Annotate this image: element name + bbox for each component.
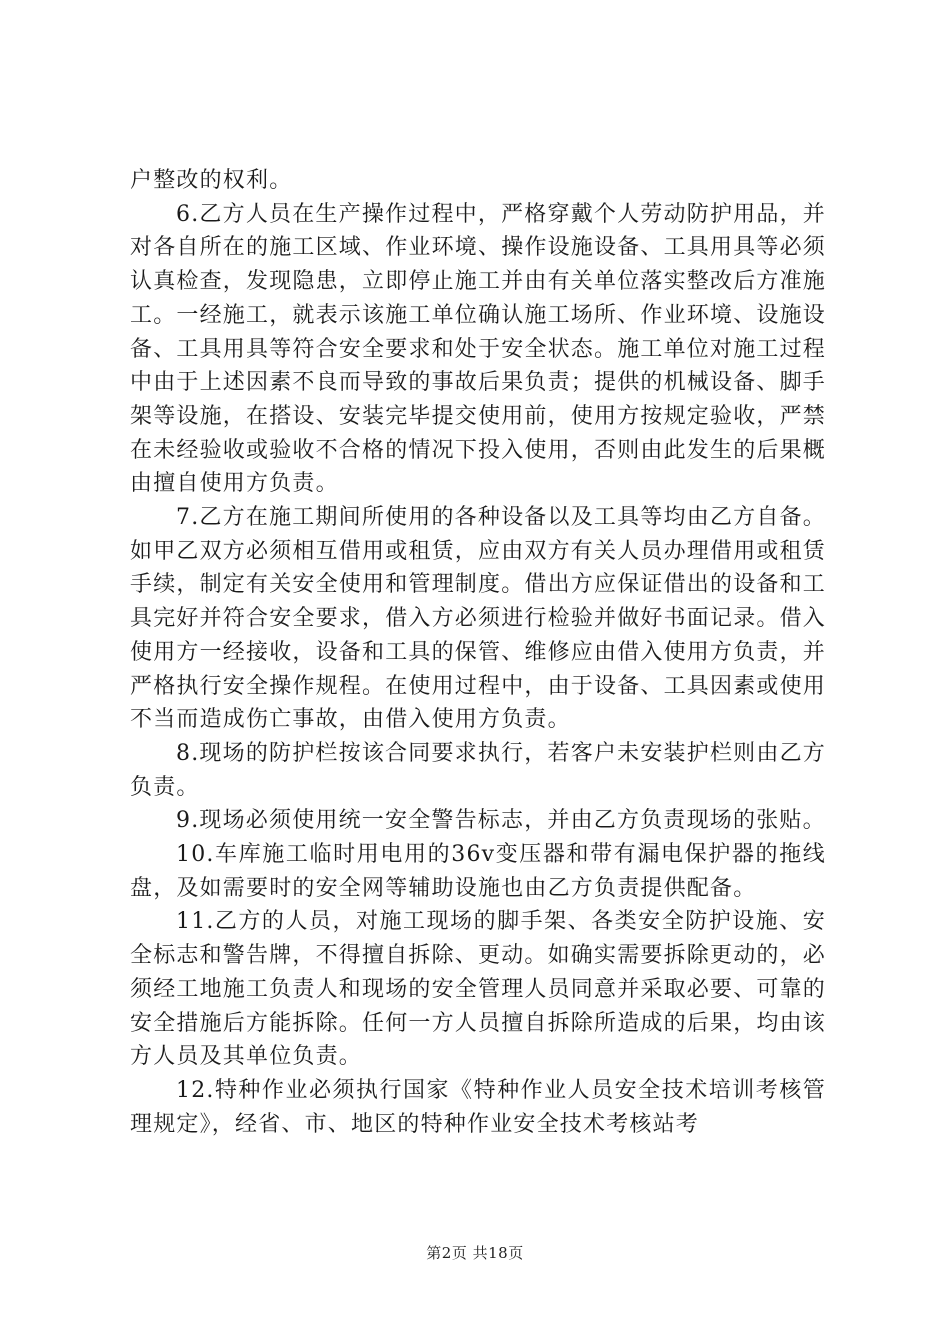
page-number-footer: 第2页 共18页 bbox=[426, 1244, 524, 1262]
paragraph-item-12: 12.特种作业必须执行国家《特种作业人员安全技术培训考核管理规定》，经省、市、地区的特种作业安全技术考核站考 bbox=[130, 1077, 826, 1137]
paragraph-continuation: 户整改的权利。 bbox=[130, 168, 293, 193]
paragraph-item-6: 6.乙方人员在生产操作过程中，严格穿戴个人劳动防护用品，并对各自所在的施工区域、作业环境、操作设施设备、工具用具等必须认真检查，发现隐患，立即停止施工并由有关单位落实整改后方准施工。一经施工，就表示该施工单位确认施工场所、作业环境、设施设备、工具用具等符合安全要求和处于安全状态。施工单位对施工过程中由于上述因素不良而导致的事故后果负责；提供的机械设备、脚手架等设施，在搭设、安装完毕提交使用前，使用方按规定验收，严禁在未经验收或验收不合格的情况下投入使用，否则由此发生的后果概由擅自使用方负责。 bbox=[130, 201, 827, 497]
paragraph-item-11: 11.乙方的人员，对施工现场的脚手架、各类安全防护设施、安全标志和警告牌，不得擅自拆除、更动。如确实需要拆除更动的，必须经工地施工负责人和现场的安全管理人员同意并采取必要、可靠的安全措施后方能拆除。任何一方人员擅自拆除所造成的后果，均由该方人员及其单位负责。 bbox=[130, 909, 827, 1070]
paragraph-item-8: 8.现场的防护栏按该合同要求执行，若客户未安装护栏则由乙方负责。 bbox=[130, 740, 826, 800]
paragraph-item-10: 10.车库施工临时用电用的36v变压器和带有漏电保护器的拖线盘，及如需要时的安全网等辅助设施也由乙方负责提供配备。 bbox=[130, 842, 826, 901]
paragraph-item-9: 9.现场必须使用统一安全警告标志，并由乙方负责现场的张贴。 bbox=[176, 808, 826, 834]
paragraph-item-7: 7.乙方在施工期间所使用的各种设备以及工具等均由乙方自备。如甲乙双方必须相互借用或租赁，应由双方有关人员办理借用或租赁手续，制定有关安全使用和管理制度。借出方应保证借出的设备和工具完好并符合安全要求，借入方必须进行检验并做好书面记录。借入使用方一经接收，设备和工具的保管、维修应由借入使用方负责，并严格执行安全操作规程。在使用过程中，由于设备、工具因素或使用不当而造成伤亡事故，由借入使用方负责。 bbox=[130, 505, 827, 733]
document-body bbox=[130, 164, 826, 1141]
